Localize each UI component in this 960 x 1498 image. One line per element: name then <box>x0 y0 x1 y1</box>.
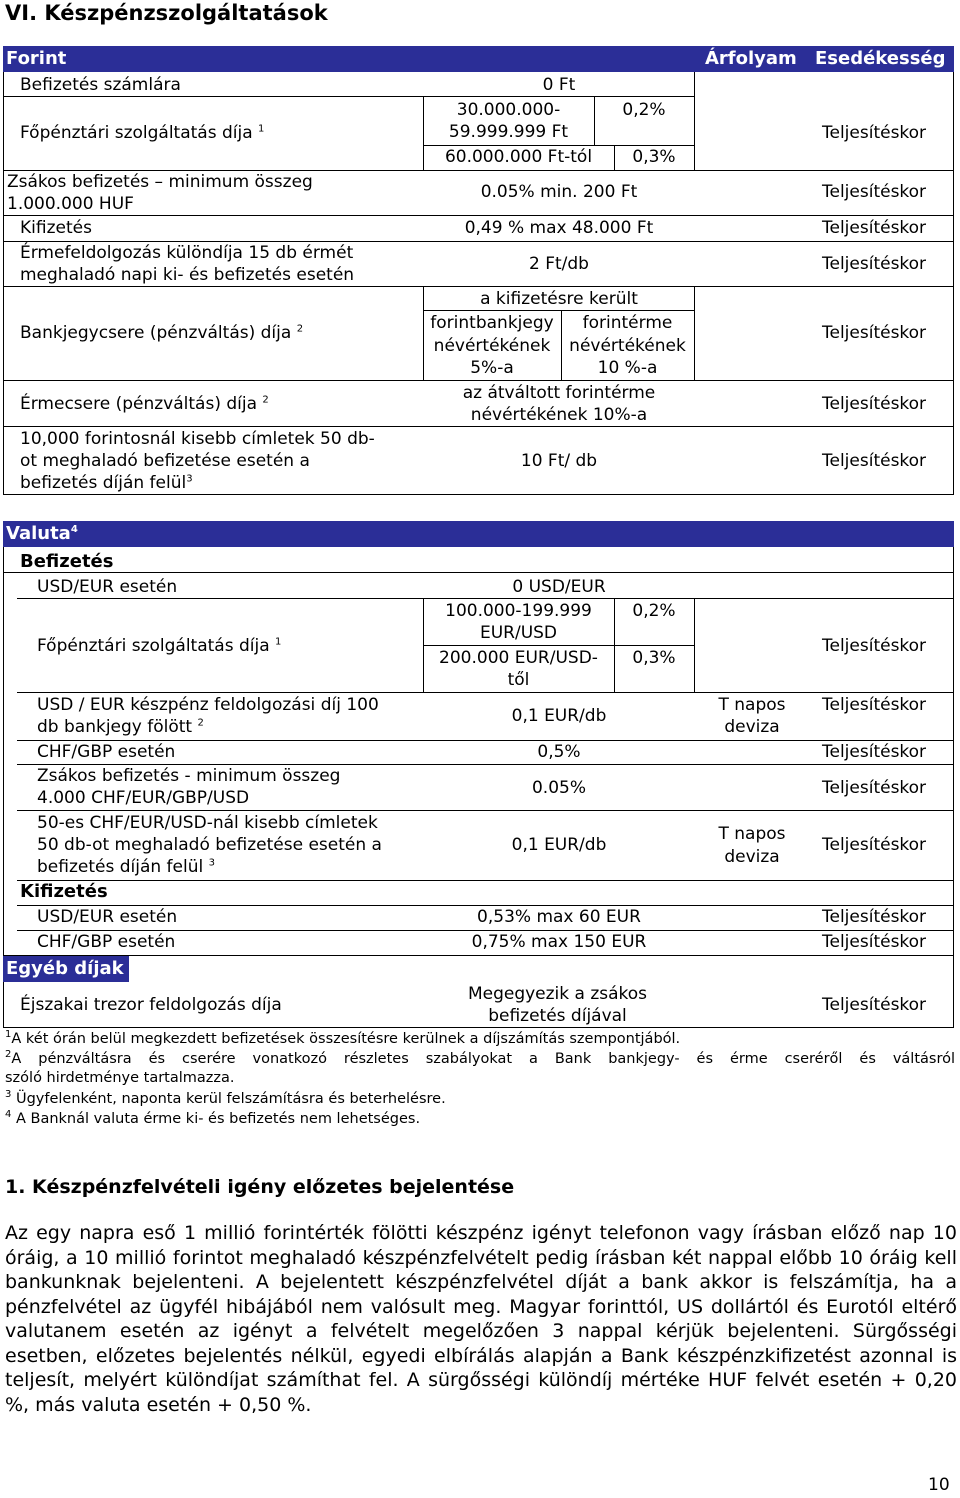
egyeb-header: Egyéb díjak <box>6 958 124 979</box>
due-value: Teljesítéskor <box>822 835 927 855</box>
valuta-header-bar <box>3 521 954 547</box>
due-value: Teljesítéskor <box>822 695 927 715</box>
egyeb-header-bar <box>3 956 129 982</box>
row-divider <box>17 692 954 693</box>
section2-paragraph: Az egy napra eső 1 millió forintérték fölötti készpénz igényt telefonon vagy írásban előző nap 10 óráig, a 10 millió forintot meghaladó készpénzfelvételt pedig írásban két nappal előbb 10 óráig kell bankunknak bejelenteni. A bejelentett készpénzfelvétel díját a bank akkor is felszámítja, ha a pénzfelvétel az ügyfél hibájából nem valósult meg. Magyar forinttól, US dollártól és Eurotól eltérő valutanem esetén az igényt a felvételt megelőzően 3 nappal kérjük bejelenteni. Sürgősségi esetben, előzetes bejelentés nélkül, egyedi elbírálás alapján a Bank készpénzkifizetést azonnal is teljesít, melyért különdíjat számíthat fel. A sürgősségi különdíj mértéke HUF felvét esetén + 0,20 %, más valuta esetén + 0,50 %. <box>5 1222 957 1416</box>
row-value: az átváltott forintérme <box>462 383 656 403</box>
due-value: Teljesítéskor <box>822 742 927 762</box>
section2-title: 1. Készpénzfelvételi igény előzetes bejelentése <box>5 1176 515 1198</box>
border <box>953 72 954 495</box>
due-value: Teljesítéskor <box>822 123 927 143</box>
due-value: Teljesítéskor <box>822 254 927 274</box>
row-value: 0,49 % max 48.000 Ft <box>464 218 654 238</box>
row-value: 0.05% min. 200 Ft <box>480 182 638 202</box>
row-label-cimletek: befizetés díján felül$^3$ <box>20 473 193 493</box>
row-divider <box>3 426 954 427</box>
kifizetes-heading: Kifizetés <box>20 881 108 902</box>
row-divider <box>3 286 954 287</box>
row-value: 0 Ft <box>542 75 576 95</box>
row-label: meghaladó napi ki- és befizetés esetén <box>20 265 355 285</box>
sub-value: 5%-a <box>470 358 514 378</box>
row-value: 0,75% max 150 EUR <box>471 932 647 952</box>
section-title: VI. Készpénzszolgáltatások <box>5 1 328 25</box>
due-value: Teljesítéskor <box>822 932 927 952</box>
row-divider <box>3 380 954 381</box>
row-divider <box>17 598 954 599</box>
row-divider <box>423 310 695 311</box>
row-divider <box>3 96 695 97</box>
row-divider <box>423 645 695 646</box>
range-value: 30.000.000- <box>456 100 561 120</box>
sub-value: forintérme <box>582 313 673 333</box>
pct-value: 0,3% <box>632 648 676 668</box>
rate-value: deviza <box>724 847 780 867</box>
due-value: Teljesítéskor <box>822 451 927 471</box>
row-label: CHF/GBP esetén <box>37 742 176 762</box>
due-value: Teljesítéskor <box>822 636 927 656</box>
row-divider <box>3 955 954 956</box>
range-value: 59.999.999 Ft <box>448 122 569 142</box>
befizetes-heading: Befizetés <box>20 551 114 572</box>
border <box>3 1027 954 1028</box>
range-value: től <box>507 670 530 690</box>
row-value: névértékének 10%-a <box>470 405 648 425</box>
due-value: Teljesítéskor <box>822 182 927 202</box>
border <box>3 494 954 495</box>
row-label-ermecsere: Érmecsere (pénzváltás) díja $^2$ <box>20 394 269 414</box>
forint-header-bar <box>3 46 954 72</box>
row-value: befizetés díjával <box>488 1006 627 1026</box>
row-value: 0,1 EUR/db <box>511 835 607 855</box>
row-label: 50 db-ot meghaladó befizetése esetén a <box>37 835 382 855</box>
sub-value: 10 %-a <box>597 358 658 378</box>
footnote-1: $^1$A két órán belül megkezdett befizetések összesítésre kerülnek a díjszámítás szempontjából. <box>5 1029 681 1047</box>
footnote-2: $^2$A pénzváltásra és cserére vonatkozó részletes szabályokat a Bank bankjegy- és érme cseréről és váltásról <box>5 1049 955 1067</box>
forint-header: Forint <box>6 48 67 69</box>
row-value: Megegyezik a zsákos <box>467 984 648 1004</box>
rate-value: T napos <box>718 824 786 844</box>
row-label: CHF/GBP esetén <box>37 932 176 952</box>
sub-value: névértékének <box>433 336 551 356</box>
due-value: Teljesítéskor <box>822 995 927 1015</box>
row-divider <box>3 572 954 573</box>
row-value: 0,1 EUR/db <box>511 706 607 726</box>
row-label: Kifizetés <box>20 218 92 238</box>
sub-value: forintbankjegy <box>430 313 554 333</box>
page-number: 10 <box>928 1475 950 1495</box>
row-label: Befizetés számlára <box>20 75 181 95</box>
valuta-header: Valuta$^4$ <box>6 523 78 544</box>
due-value: Teljesítéskor <box>822 778 927 798</box>
range-value: 200.000 EUR/USD- <box>439 648 598 668</box>
row-value: 0 USD/EUR <box>512 577 606 597</box>
row-value: 0.05% <box>531 778 586 798</box>
pct-value: 0,2% <box>632 601 676 621</box>
row-label-feldolgozasi: db bankjegy fölött $^2$ <box>37 717 204 737</box>
row-label: 1.000.000 HUF <box>7 194 134 214</box>
col-due-header: Esedékesség <box>815 48 946 69</box>
pct-value: 0,3% <box>632 147 676 167</box>
range-value: 100.000-199.999 <box>445 601 592 621</box>
row-label: USD/EUR esetén <box>37 577 178 597</box>
row-label: Éjszakai trezor feldolgozás díja <box>20 995 282 1015</box>
row-label: Érmefeldolgozás különdíja 15 db érmét <box>20 243 354 263</box>
row-label: ot meghaladó befizetése esetén a <box>20 451 310 471</box>
due-value: Teljesítéskor <box>822 218 927 238</box>
footnote-2b: szóló hirdetménye tartalmazza. <box>5 1070 235 1086</box>
due-value: Teljesítéskor <box>822 394 927 414</box>
rate-value: deviza <box>724 717 780 737</box>
footnote-3: $^3$ Ügyfelenként, naponta kerül felszámításra és beterhelésre. <box>5 1089 446 1107</box>
row-label-fopenztari: Főpénztári szolgáltatás díja $^1$ <box>20 123 265 143</box>
row-divider <box>17 810 954 811</box>
row-label: USD / EUR készpénz feldolgozási díj 100 <box>37 695 379 715</box>
row-label: 10,000 forintosnál kisebb címletek 50 db- <box>20 429 375 449</box>
row-divider <box>17 880 954 881</box>
row-label: USD/EUR esetén <box>37 907 178 927</box>
border <box>3 72 4 495</box>
sub-header: a kifizetésre került <box>480 289 638 309</box>
row-value: 0,5% <box>537 742 581 762</box>
row-label-bankjegycsere: Bankjegycsere (pénzváltás) díja $^2$ <box>20 323 304 343</box>
row-label-fopenztari: Főpénztári szolgáltatás díja $^1$ <box>37 636 282 656</box>
due-value: Teljesítéskor <box>822 323 927 343</box>
row-label: Zsákos befizetés – minimum összeg <box>7 172 313 192</box>
row-value: 10 Ft/ db <box>520 451 598 471</box>
row-value: 0,53% max 60 EUR <box>477 907 641 927</box>
footnote-4: $^4$ A Banknál valuta érme ki- és befizetés nem lehetséges. <box>5 1109 421 1127</box>
range-value: EUR/USD <box>479 623 558 643</box>
rate-value: T napos <box>718 695 786 715</box>
row-label: 4.000 CHF/EUR/GBP/USD <box>37 788 250 808</box>
row-label: 50-es CHF/EUR/USD-nál kisebb címletek <box>37 813 378 833</box>
col-divider <box>694 599 695 692</box>
row-divider <box>3 215 954 216</box>
row-label-cimletek: befizetés díján felül $^3$ <box>37 857 216 877</box>
due-value: Teljesítéskor <box>822 907 927 927</box>
row-label: Zsákos befizetés - minimum összeg <box>37 766 341 786</box>
sub-value: névértékének <box>569 336 686 356</box>
row-value: 2 Ft/db <box>529 254 589 274</box>
col-rate-header: Árfolyam <box>705 48 797 69</box>
pct-value: 0,2% <box>622 100 666 120</box>
range-value: 60.000.000 Ft-tól <box>444 147 593 167</box>
